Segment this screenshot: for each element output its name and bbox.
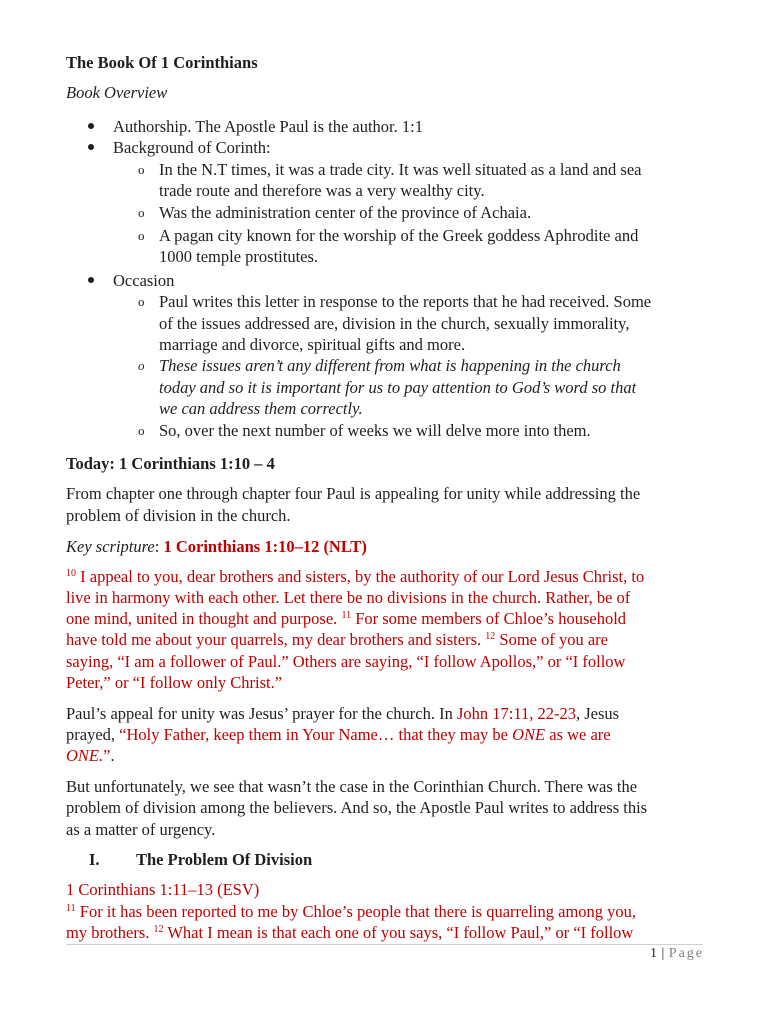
unfortunate-line3: as a matter of urgency.	[66, 820, 216, 839]
today-heading: Today: 1 Corinthians 1:10 – 4	[66, 454, 275, 473]
john-reference: John 17:11, 22-23	[457, 704, 577, 723]
verse-number: 12	[153, 924, 164, 935]
scripture-line	[66, 922, 633, 943]
list-subitem-issues-cont2: we can address them correctly.	[159, 399, 363, 418]
esv-reference: 1 Corinthians 1:11–13 (ESV)	[66, 880, 260, 899]
scripture-text: have told me about your quarrels, my dear brothers and sisters.	[66, 630, 486, 649]
prayer-quote: “Holy Father, keep them in Your Name… that they may be	[119, 725, 513, 744]
bullet-icon	[88, 277, 94, 283]
section-number: I.	[89, 850, 100, 869]
footer-divider	[66, 944, 703, 945]
list-subitem-trade-city-cont: trade route and therefore was a very wealthy city.	[159, 181, 485, 200]
list-subitem-pagan-city-cont: 1000 temple prostitutes.	[159, 247, 319, 266]
appeal-line	[66, 724, 611, 745]
scripture-line: saying, “I am a follower of Paul.” Others are saying, “I follow Apollos,” or “I follow	[66, 652, 626, 671]
page-label: Page	[668, 946, 704, 961]
key-scripture-line	[66, 536, 367, 557]
list-subitem-issues: These issues aren’t any different from what is happening in the church	[159, 356, 621, 375]
scripture-text: I appeal to you, dear brothers and sisters, by the authority of our Lord Jesus Christ, to	[76, 567, 645, 586]
appeal-line	[66, 703, 619, 724]
page-footer	[650, 946, 704, 962]
appeal-text: Paul’s appeal for unity was Jesus’ prayer for the church. In	[66, 704, 457, 723]
list-subitem-reports-cont2: marriage and divorce, spiritual gifts and more.	[159, 335, 466, 354]
circle-bullet-icon: o	[138, 162, 145, 177]
section-title: The Problem Of Division	[136, 850, 313, 869]
list-item-authorship: Authorship. The Apostle Paul is the author. 1:1	[113, 117, 423, 136]
unfortunate-line1: But unfortunately, we see that wasn’t the case in the Corinthian Church. There was the	[66, 777, 638, 796]
key-scripture-colon: :	[154, 537, 164, 556]
list-subitem-issues-cont: today and so it is important for us to pay attention to God’s word so that	[159, 378, 637, 397]
prayer-quote: as we are	[545, 725, 611, 744]
verse-number: 11	[341, 610, 352, 621]
verse-number: 12	[485, 631, 496, 642]
list-subitem-trade-city: In the N.T times, it was a trade city. It was well situated as a land and sea	[159, 160, 642, 179]
scripture-text: Some of you are	[495, 630, 608, 649]
unfortunate-line2: problem of division among the believers. And so, the Apostle Paul writes to address this	[66, 798, 648, 817]
verse-number: 11	[66, 903, 76, 914]
scripture-text: my brothers.	[66, 923, 154, 942]
scripture-line	[66, 608, 626, 629]
scripture-line	[66, 629, 608, 650]
prayer-quote-emphasis: ONE	[512, 725, 546, 744]
document-title: The Book Of 1 Corinthians	[66, 53, 258, 72]
scripture-text: For some members of Chloe’s household	[351, 609, 627, 628]
appeal-text: , Jesus	[576, 704, 620, 723]
circle-bullet-icon: o	[138, 228, 145, 243]
footer-separator: |	[657, 946, 669, 961]
verse-number: 10	[66, 568, 76, 579]
page-number: 1	[649, 946, 658, 961]
bullet-icon	[88, 123, 94, 129]
intro-paragraph-line2: problem of division in the church.	[66, 506, 291, 525]
scripture-text: For it has been reported to me by Chloe’s people that there is quarreling among you,	[75, 902, 637, 921]
scripture-line: Peter,” or “I follow only Christ.”	[66, 673, 283, 692]
list-subitem-reports: Paul writes this letter in response to the reports that he had received. Some	[159, 292, 652, 311]
list-subitem-next-weeks: So, over the next number of weeks we will delve more into them.	[159, 421, 591, 440]
appeal-line	[66, 745, 115, 766]
intro-paragraph-line1: From chapter one through chapter four Paul is appealing for unity while addressing the	[66, 484, 641, 503]
list-item-background: Background of Corinth:	[113, 138, 271, 157]
scripture-line	[66, 901, 636, 922]
appeal-text: prayed,	[66, 725, 120, 744]
scripture-text: What I mean is that each one of you says, “I follow Paul,” or “I follow	[163, 923, 634, 942]
scripture-line: live in harmony with each other. Let there be no divisions in the church. Rather, be of	[66, 588, 631, 607]
bullet-icon	[88, 144, 94, 150]
list-subitem-reports-cont: of the issues addressed are, division in the church, sexually immorality,	[159, 314, 630, 333]
circle-bullet-icon: o	[138, 205, 145, 220]
prayer-quote-emphasis: ONE.	[66, 746, 104, 765]
prayer-quote: ”	[103, 746, 111, 765]
list-item-occasion: Occasion	[113, 271, 175, 290]
overview-heading: Book Overview	[66, 83, 168, 102]
list-subitem-pagan-city: A pagan city known for the worship of the Greek goddess Aphrodite and	[159, 226, 639, 245]
circle-bullet-icon: o	[138, 358, 145, 373]
list-subitem-achaia: Was the administration center of the province of Achaia.	[159, 203, 532, 222]
key-scripture-reference: 1 Corinthians 1:10–12 (NLT)	[163, 537, 367, 556]
scripture-text: one mind, united in thought and purpose.	[66, 609, 342, 628]
key-scripture-label: Key scripture	[66, 537, 155, 556]
circle-bullet-icon: o	[138, 294, 145, 309]
appeal-text: .	[110, 746, 115, 765]
scripture-line	[66, 566, 644, 587]
circle-bullet-icon: o	[138, 423, 145, 438]
